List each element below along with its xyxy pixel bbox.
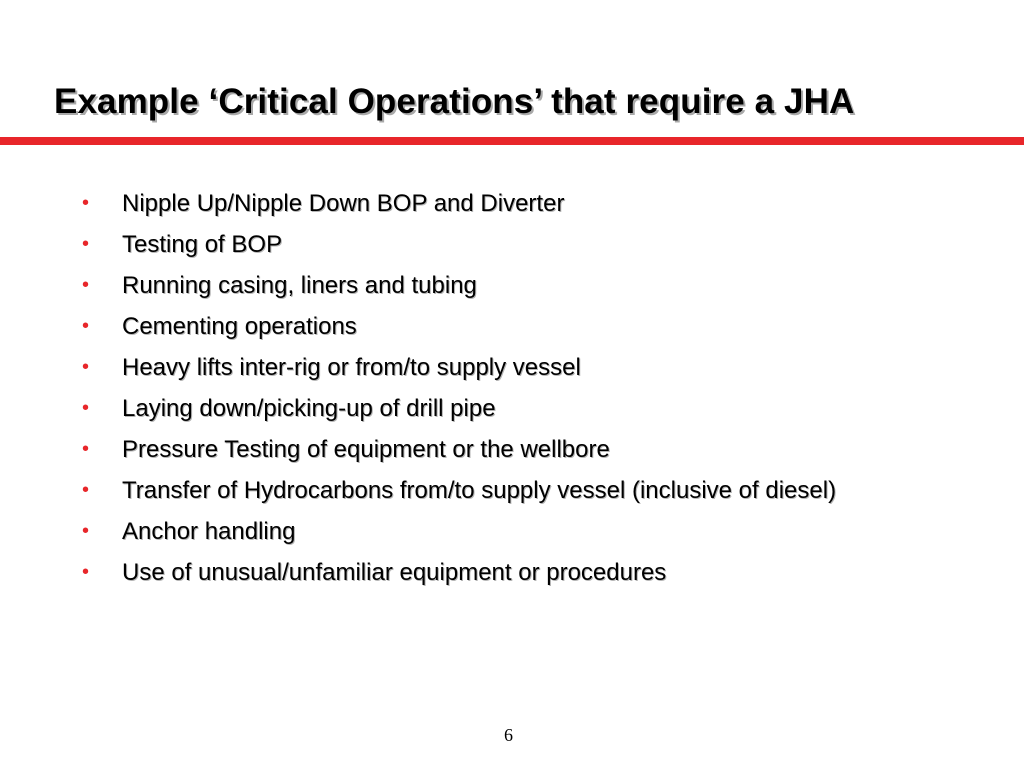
bullet-item [82, 434, 902, 465]
slide-title: Example ‘Critical Operations’ that require a JHA [54, 82, 855, 121]
bullet-dot-icon: • [82, 479, 90, 501]
bullet-text: Cementing operations [122, 313, 357, 340]
bullet-text: Testing of BOP [122, 231, 283, 258]
bullet-dot-icon: • [82, 520, 90, 542]
bullet-dot-icon: • [82, 356, 90, 378]
page-number: 6 [504, 725, 513, 745]
bullet-item [82, 475, 902, 506]
bullet-dot-icon: • [82, 315, 90, 337]
bullet-text: Heavy lifts inter-rig or from/to supply vessel [122, 354, 581, 381]
bullet-text: Anchor handling [122, 518, 296, 545]
bullet-dot-icon: • [82, 438, 90, 460]
bullet-item [82, 393, 902, 424]
bullet-text: Pressure Testing of equipment or the wellbore [122, 436, 610, 463]
bullet-item [82, 311, 902, 342]
bullet-text: Laying down/picking-up of drill pipe [122, 395, 496, 422]
bullet-dot-icon: • [82, 274, 90, 296]
bullet-item [82, 188, 902, 219]
bullet-text: Nipple Up/Nipple Down BOP and Diverter [122, 190, 565, 217]
bullet-item [82, 352, 902, 383]
bullet-text: Running casing, liners and tubing [122, 272, 477, 299]
bullet-item [82, 270, 902, 301]
bullet-dot-icon: • [82, 397, 90, 419]
bullet-text: Transfer of Hydrocarbons from/to supply vessel (inclusive of diesel) [122, 477, 837, 504]
bullet-dot-icon: • [82, 233, 90, 255]
bullet-dot-icon: • [82, 192, 90, 214]
bullet-item [82, 557, 902, 588]
bullet-item [82, 229, 902, 260]
bullet-list [82, 188, 902, 598]
bullet-dot-icon: • [82, 561, 90, 583]
bullet-text: Use of unusual/unfamiliar equipment or procedures [122, 559, 667, 586]
bullet-item [82, 516, 902, 547]
title-underline-rule [0, 137, 1024, 145]
